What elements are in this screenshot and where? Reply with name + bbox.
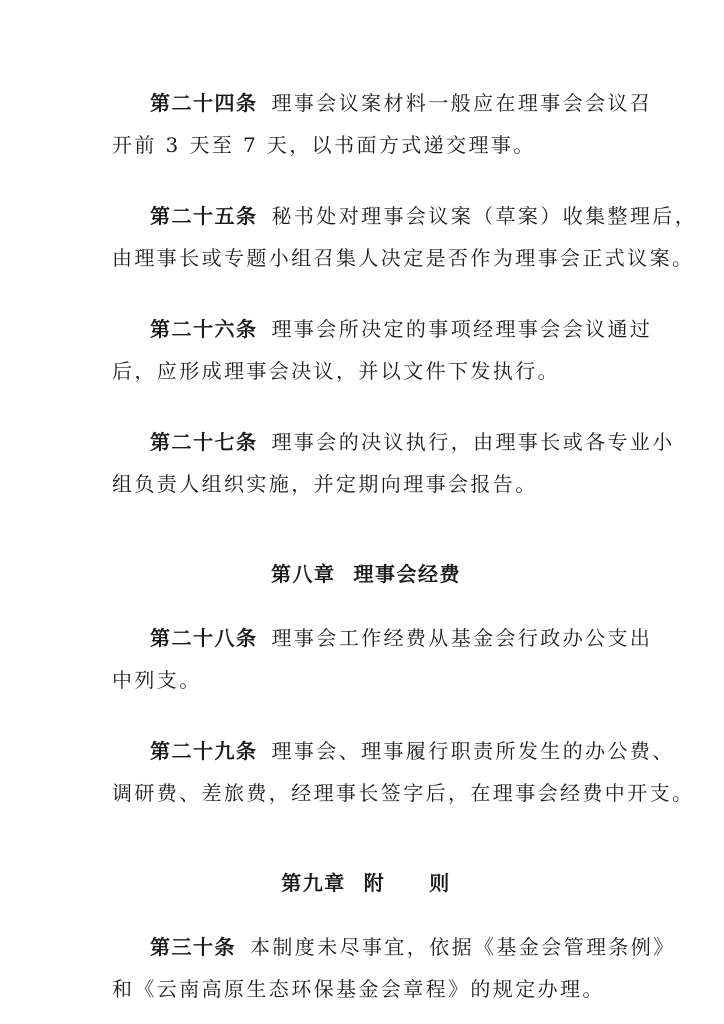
article-27 (112, 421, 675, 505)
article-text: 和《云南高原生态环保基金会章程》的规定办理。 (112, 977, 605, 1001)
chapter-title-part1: 附 (363, 871, 386, 895)
article-number: 第二十九条 (150, 739, 258, 763)
article-number: 第二十五条 (150, 204, 258, 228)
article-26 (112, 308, 653, 392)
article-24 (112, 82, 653, 166)
article-text: 后，应形成理事会决议，并以文件下发执行。 (112, 359, 560, 383)
article-text: 理事会所决定的事项经理事会会议通过 (271, 317, 653, 341)
article-text: 调研费、差旅费，经理事长签字后，在理事会经费中开支。 (112, 781, 695, 805)
article-number: 第二十八条 (150, 626, 258, 650)
article-text: 理事会、理事履行职责所发生的办公费、 (271, 739, 675, 763)
chapter-9-heading (112, 862, 620, 904)
article-number: 第二十四条 (150, 91, 258, 115)
article-text: 本制度未尽事宜，依据《基金会管理条例》 (250, 935, 676, 959)
article-number: 第二十六条 (150, 317, 258, 341)
article-29 (112, 730, 695, 814)
article-text: 由理事长或专题小组召集人决定是否作为理事会正式议案。 (112, 246, 695, 270)
article-text: 组负责人组织实施，并定期向理事会报告。 (112, 472, 538, 496)
chapter-8-heading (112, 553, 620, 595)
article-text: 理事会工作经费从基金会行政办公支出 (271, 626, 653, 650)
chapter-title-part2: 则 (429, 871, 451, 895)
article-28 (112, 617, 653, 701)
chapter-number: 第九章 (281, 871, 346, 895)
chapter-title: 理事会经费 (353, 562, 461, 586)
article-text: 理事会的决议执行，由理事长或各专业小 (271, 430, 675, 454)
article-text: 秘书处对理事会议案（草案）收集整理后， (271, 204, 698, 228)
article-number: 第三十条 (150, 935, 236, 959)
article-text: 开前 3 天至 7 天，以书面方式递交理事。 (112, 133, 536, 157)
article-number: 第二十七条 (150, 430, 258, 454)
article-30 (112, 926, 676, 1010)
article-text: 中列支。 (112, 668, 202, 692)
article-25 (112, 195, 698, 279)
chapter-number: 第八章 (271, 562, 336, 586)
article-text: 理事会议案材料一般应在理事会会议召 (271, 91, 653, 115)
